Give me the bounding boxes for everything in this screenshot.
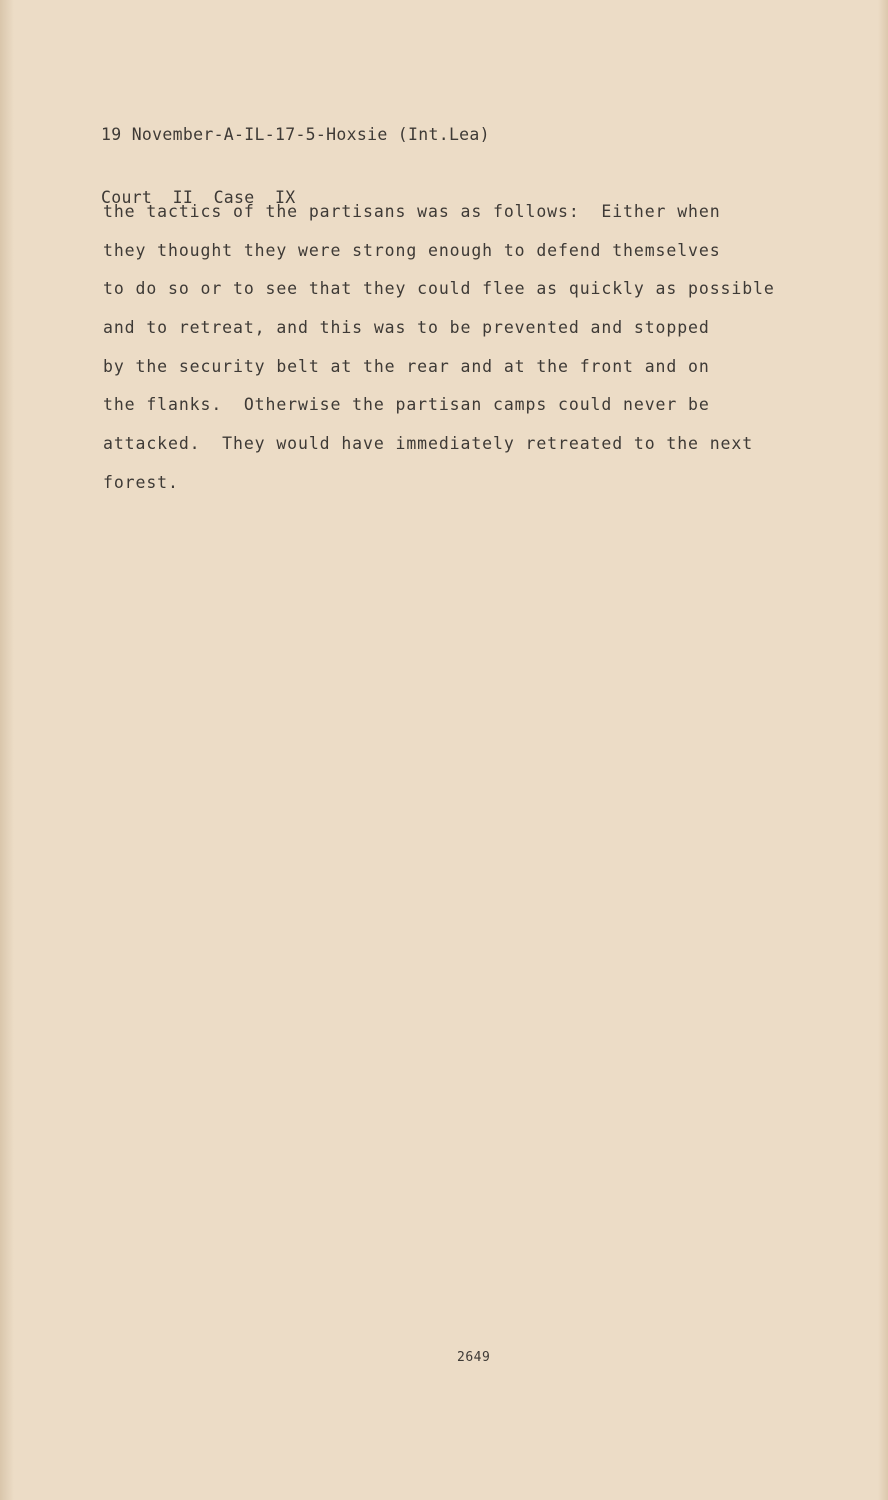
body-line: forest.: [103, 472, 179, 492]
body-line: they thought they were strong enough to defend themselves: [103, 240, 721, 260]
body-line: attacked. They would have immediately retreated to the next: [103, 434, 754, 454]
header-line-1: 19 November-A-IL-17-5-Hoxsie (Int.Lea): [101, 125, 490, 144]
body-line: the flanks. Otherwise the partisan camps could never be: [103, 395, 710, 415]
body-line: to do so or to see that they could flee as quickly as possible: [103, 279, 775, 299]
body-line: and to retreat, and this was to be prevented and stopped: [103, 318, 710, 338]
page-number: 2649: [457, 1350, 491, 1365]
body-line: by the security belt at the rear and at the front and on: [103, 356, 710, 376]
body-text: [103, 193, 833, 503]
body-line: the tactics of the partisans was as follows: Either when: [103, 202, 721, 221]
header-line-2: Court II Case IX: [101, 188, 296, 207]
